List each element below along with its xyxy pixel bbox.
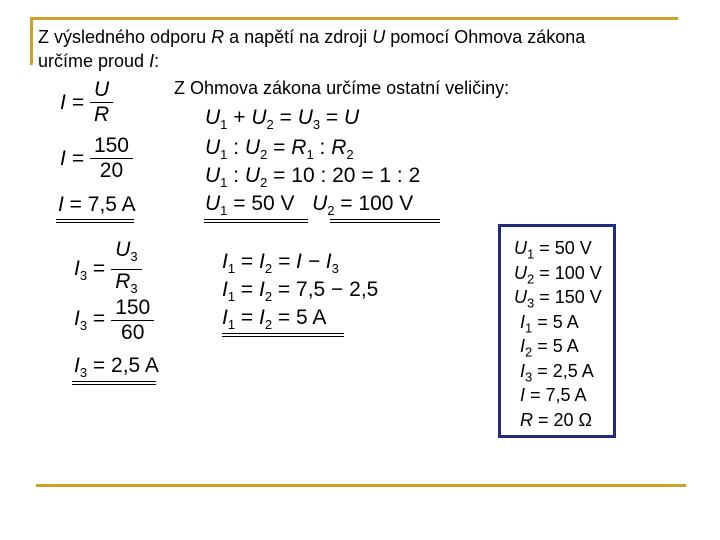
summary-line bbox=[520, 409, 592, 431]
summary-value: = 5 A bbox=[532, 336, 579, 356]
eq-current-diff: $I_1 = I_2 = I - I_3$ bbox=[222, 250, 339, 277]
eq-ohm-law: I = $\frac{U}{R}$ bbox=[60, 78, 113, 127]
summary-symbol: I bbox=[520, 311, 526, 332]
left-rule bbox=[30, 17, 33, 65]
summary-symbol: I bbox=[520, 360, 526, 381]
summary-value: = 150 V bbox=[534, 287, 602, 307]
summary-subscript: 3 bbox=[525, 369, 533, 385]
summary-line bbox=[520, 384, 587, 406]
summary-value: = 5 A bbox=[532, 311, 579, 332]
result-underline-i bbox=[56, 219, 134, 223]
eq-ohm-values: I = $\frac{150}{20}$ bbox=[60, 134, 133, 183]
eq-current-diff-values: $I_1 = I_2 = 7,5 - 2,5$ bbox=[222, 278, 379, 305]
summary-value: = 20 Ω bbox=[533, 409, 592, 430]
eq-voltage-ratio-values: $U_1$ : $U_2 = 10$ : 20 = 1 : 2 bbox=[205, 164, 421, 191]
eq-voltage-sum: $U_1 + U_2 = U_3 = U$ bbox=[205, 106, 360, 133]
summary-symbol: U bbox=[514, 262, 527, 283]
result-underline-u2 bbox=[330, 219, 440, 223]
summary-subscript: 2 bbox=[525, 344, 533, 360]
summary-subscript: 1 bbox=[527, 246, 535, 262]
intro-line-2: určíme proud I: bbox=[38, 51, 160, 71]
result-underline-i3 bbox=[72, 381, 156, 385]
top-rule bbox=[30, 17, 678, 20]
intro-line-3: Z Ohmova zákona určíme ostatní veličiny: bbox=[174, 78, 510, 98]
eq-voltage-ratio: $U_1$ : $U_2 = R_1$ : $R_2$ bbox=[205, 136, 354, 163]
result-underline-i12 bbox=[222, 333, 344, 337]
summary-subscript: 1 bbox=[525, 320, 533, 336]
summary-value: = 2,5 A bbox=[532, 360, 594, 381]
eq-current-diff-result: $I_1 = I_2 = 5$ A bbox=[222, 306, 327, 333]
summary-value: = 7,5 A bbox=[525, 385, 587, 405]
bottom-rule bbox=[36, 484, 686, 487]
summary-subscript: 2 bbox=[527, 271, 535, 287]
eq-voltage-results: $U_1 = 50$ V $U_2 = 100$ V bbox=[205, 192, 414, 219]
summary-value: = 100 V bbox=[534, 262, 602, 283]
eq-i3-values: $I_3$ = $\frac{150}{60}$ bbox=[74, 296, 154, 345]
intro-line-1: Z výsledného odporu R a napětí na zdroji U pomocí Ohmova zákona bbox=[38, 27, 586, 47]
summary-symbol: I bbox=[520, 336, 526, 356]
summary-subscript: 3 bbox=[527, 295, 535, 311]
summary-symbol: U bbox=[514, 287, 527, 307]
eq-i3-formula: $I_3$ = $\frac{U_3}{R_3}$ bbox=[74, 238, 142, 301]
summary-value: = 50 V bbox=[534, 238, 592, 258]
summary-symbol: U bbox=[514, 238, 527, 258]
summary-symbol: I bbox=[520, 385, 526, 405]
summary-symbol: R bbox=[520, 409, 533, 430]
eq-current-result: I = 7,5 A bbox=[58, 193, 136, 216]
result-underline-u1 bbox=[204, 219, 308, 223]
eq-i3-result: $I_3 = 2,5$ A bbox=[74, 354, 159, 381]
